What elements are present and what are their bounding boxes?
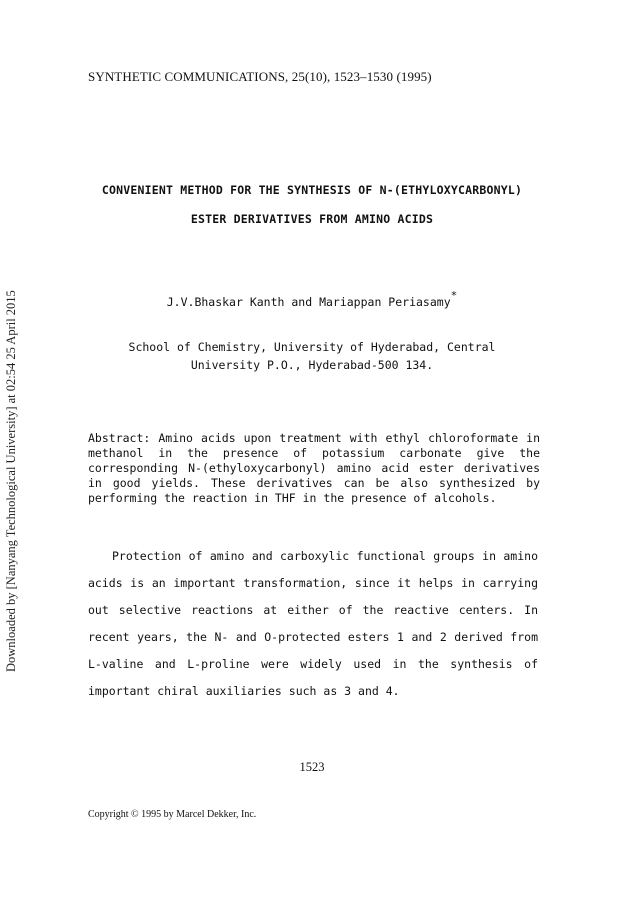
author-names: J.V.Bhaskar Kanth and Mariappan Periasamy <box>166 294 451 309</box>
body-line: recent years, the N- and O-protected esters 1 and 2 derived from <box>88 630 538 644</box>
page-number: 1523 <box>299 760 325 774</box>
body-line: acids is an important transformation, since it helps in carrying <box>88 576 538 590</box>
affiliation-line-2: University P.O., Hyderabad-500 134. <box>190 358 434 372</box>
paper-title-line-1: CONVENIENT METHOD FOR THE SYNTHESIS OF N-(ETHYLOXYCARBONYL) <box>101 183 523 197</box>
copyright-notice: Copyright © 1995 by Marcel Dekker, Inc. <box>88 809 257 820</box>
abstract-line: Abstract: Amino acids upon treatment with ethyl chloroformate in <box>88 431 540 445</box>
body-line: Protection of amino and carboxylic functional groups in amino <box>112 549 538 563</box>
abstract-line: performing the reaction in THF in the presence of alcohols. <box>88 491 497 505</box>
abstract-line: methanol in the presence of potassium carbonate give the <box>88 446 540 460</box>
paper-title-line-2: ESTER DERIVATIVES FROM AMINO ACIDS <box>190 212 434 226</box>
body-line: L-valine and L-proline were widely used in the synthesis of <box>88 657 538 671</box>
download-watermark: Downloaded by [Nanyang Technological University] at 02:54 25 April 2015 <box>4 290 18 672</box>
body-line: important chiral auxiliaries such as 3 and 4. <box>88 684 400 698</box>
authors <box>0 291 624 309</box>
corresponding-author-mark: * <box>450 289 458 302</box>
journal-header: SYNTHETIC COMMUNICATIONS, 25(10), 1523–1530 (1995) <box>88 69 432 84</box>
abstract-line: in good yields. These derivatives can be also synthesized by <box>88 476 540 490</box>
affiliation-line-1: School of Chemistry, University of Hyderabad, Central <box>128 340 496 354</box>
abstract-line: corresponding N-(ethyloxycarbonyl) amino acid ester derivatives <box>88 461 540 475</box>
body-line: out selective reactions at either of the reactive centers. In <box>88 603 538 617</box>
